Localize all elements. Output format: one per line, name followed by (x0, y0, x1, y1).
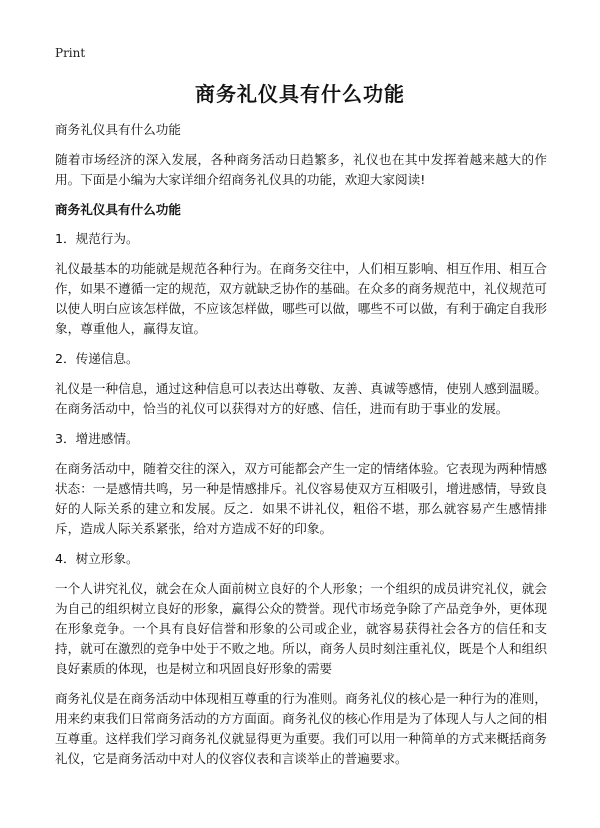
item-3-heading: 3．增进感情。 (55, 431, 139, 446)
item-1-heading: 1．规范行为。 (55, 231, 139, 246)
print-link[interactable]: Print (55, 46, 86, 60)
item-3-body: 在商务活动中，随着交往的深入，双方可能都会产生一定的情绪体验。它表现为两种情感状态：一是感情共鸣，另一种是情感排斥。礼仪容易使双方互相吸引，增进感情，导致良好的人际关系的建立和发展。反之．如果不讲礼仪，粗俗不堪，那么就容易产生感情排斥，造成人际关系紧张，给对方造成不好的印象。 (55, 461, 547, 536)
conclusion-paragraph: 商务礼仪是在商务活动中体现相互尊重的行为准则。商务礼仪的核心是一种行为的准则，用来约束我们日常商务活动的方方面面。商务礼仪的核心作用是为了体现人与人之间的相互尊重。这样我们学习商务礼仪就显得更为重要。我们可以用一种简单的方式来概括商务礼仪，它是商务活动中对人的仪容仪表和言谈举止的普遍要求。 (55, 691, 547, 766)
item-4-heading: 4．树立形象。 (55, 551, 139, 566)
intro-paragraph: 随着市场经济的深入发展，各种商务活动日趋繁多，礼仪也在其中发挥着越来越大的作用。下面是小编为大家详细介绍商务礼仪具的功能，欢迎大家阅读! (55, 152, 547, 187)
article-subtitle: 商务礼仪具有什么功能 (55, 122, 181, 137)
article-body (55, 120, 547, 779)
section-heading: 商务礼仪具有什么功能 (55, 202, 181, 217)
page-title: 商务礼仪具有什么功能 (195, 82, 405, 106)
item-1-body: 礼仪最基本的功能就是规范各种行为。在商务交往中，人们相互影响、相互作用、相互合作，如果不遵循一定的规范，双方就缺乏协作的基础。在众多的商务规范中，礼仪规范可以使人明白应该怎样做，不应该怎样做，哪些可以做，哪些不可以做，有利于确定自我形象，尊重他人，赢得友谊。 (55, 261, 547, 336)
item-2-body: 礼仪是一种信息，通过这种信息可以表达出尊敬、友善、真诚等感情，使别人感到温暖。在商务活动中，恰当的礼仪可以获得对方的好感、信任，进而有助于事业的发展。 (55, 381, 547, 416)
item-2-heading: 2．传递信息。 (55, 351, 139, 366)
item-4-body: 一个人讲究礼仪，就会在众人面前树立良好的个人形象；一个组织的成员讲究礼仪，就会为自己的组织树立良好的形象，赢得公众的赞誉。现代市场竞争除了产品竞争外，更体现在形象竞争。一个具有良好信誉和形象的公司或企业，就容易获得社会各方的信任和支持，就可在激烈的竞争中处于不败之地。所以，商务人员时刻注重礼仪，既是个人和组织良好素质的体现，也是树立和巩固良好形象的需要 (55, 581, 547, 676)
